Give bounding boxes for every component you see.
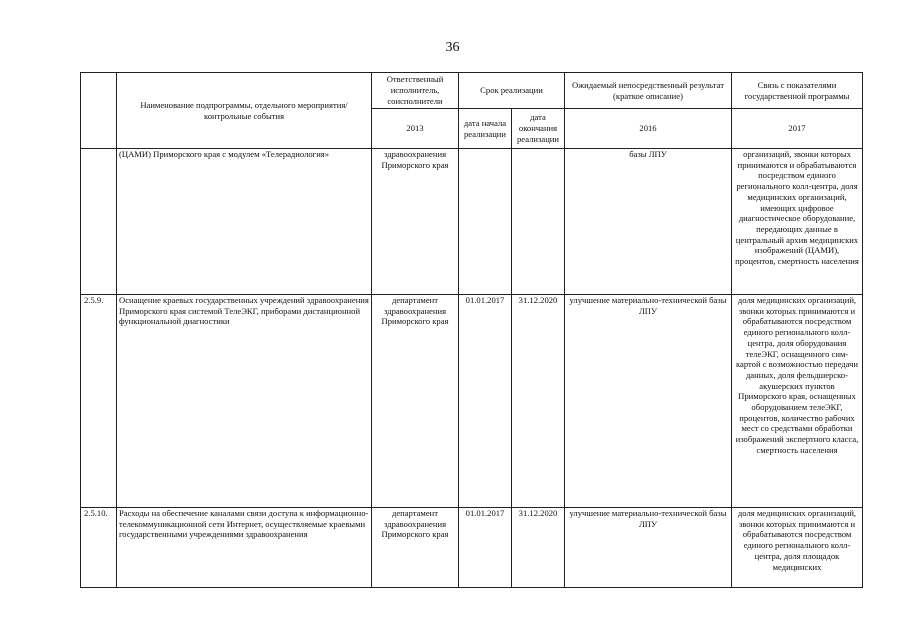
header-name: Наименование подпрограммы, отдельного мероприятия/контрольные события: [117, 73, 372, 149]
table-row: [81, 295, 863, 508]
row-number: 2.5.9.: [81, 295, 117, 508]
header-year-result: 2016: [565, 109, 732, 149]
header-year-executor: 2013: [372, 109, 459, 149]
row-end-date: 31.12.2020: [512, 295, 565, 508]
row-executor: департамент здравоохранения Приморского края: [372, 508, 459, 588]
table-row: [81, 508, 863, 588]
header-number-cell: [81, 73, 117, 149]
row-number: 2.5.10.: [81, 508, 117, 588]
program-table: [80, 72, 863, 588]
header-indicators: Связь с показателями государственной программы: [732, 73, 863, 109]
page-number: 36: [445, 40, 460, 55]
header-start-date: дата начала реализации: [459, 109, 512, 149]
row-indicators: доля медицинских организаций, звонки которых принимаются и обрабатываются посредством единого регионального колл-центра, доля площадок медицинских: [732, 508, 863, 588]
header-executor: Ответственный исполнитель, соисполнители: [372, 73, 459, 109]
header-row-1: [81, 73, 863, 109]
row-end-date: 31.12.2020: [512, 508, 565, 588]
row-result: улучшение материально-технической базы ЛПУ: [565, 508, 732, 588]
row-start-date: 01.01.2017: [459, 508, 512, 588]
row-indicators: организаций, звонки которых принимаются и обрабатываются посредством единого регионального колл-центра, доля медицинских организаций, имеющих цифровое диагностическое оборудование, передающих данные в центральный архив медицинских изображений (ЦАМИ), процентов, смертность населения: [732, 149, 863, 295]
row-start-date: 01.01.2017: [459, 295, 512, 508]
row-name: Расходы на обеспечение каналами связи доступа к информационно-телекоммуникационной сети Интернет, осуществляемые краевыми государственными учреждениями здравоохранения: [117, 508, 372, 588]
header-period: Срок реализации: [459, 73, 565, 109]
row-start-date: [459, 149, 512, 295]
header-end-date: дата окончания реализации: [512, 109, 565, 149]
row-name: Оснащение краевых государственных учреждений здравоохранения Приморского края системой ТелеЭКГ, приборами дистанционной функциональной диагностики: [117, 295, 372, 508]
row-name: (ЦАМИ) Приморского края с модулем «Телерадиология»: [117, 149, 372, 295]
row-executor: здравоохранения Приморского края: [372, 149, 459, 295]
row-number: [81, 149, 117, 295]
row-result: базы ЛПУ: [565, 149, 732, 295]
table-row: [81, 149, 863, 295]
header-result: Ожидаемый непосредственный результат (краткое описание): [565, 73, 732, 109]
header-year-indicators: 2017: [732, 109, 863, 149]
row-executor: департамент здравоохранения Приморского края: [372, 295, 459, 508]
row-end-date: [512, 149, 565, 295]
row-result: улучшение материально-технической базы ЛПУ: [565, 295, 732, 508]
row-indicators: доля медицинских организаций, звонки которых принимаются и обрабатываются посредством единого регионального колл-центра, доля оборудования телеЭКГ, оснащенного сим-картой с возможностью передачи данных, доля фельдшерско-акушерских пунктов Приморского края, оснащенных оборудованием телеЭКГ, процентов, количество рабочих мест со средствами обработки изображений экспертного класса, смертность населения: [732, 295, 863, 508]
